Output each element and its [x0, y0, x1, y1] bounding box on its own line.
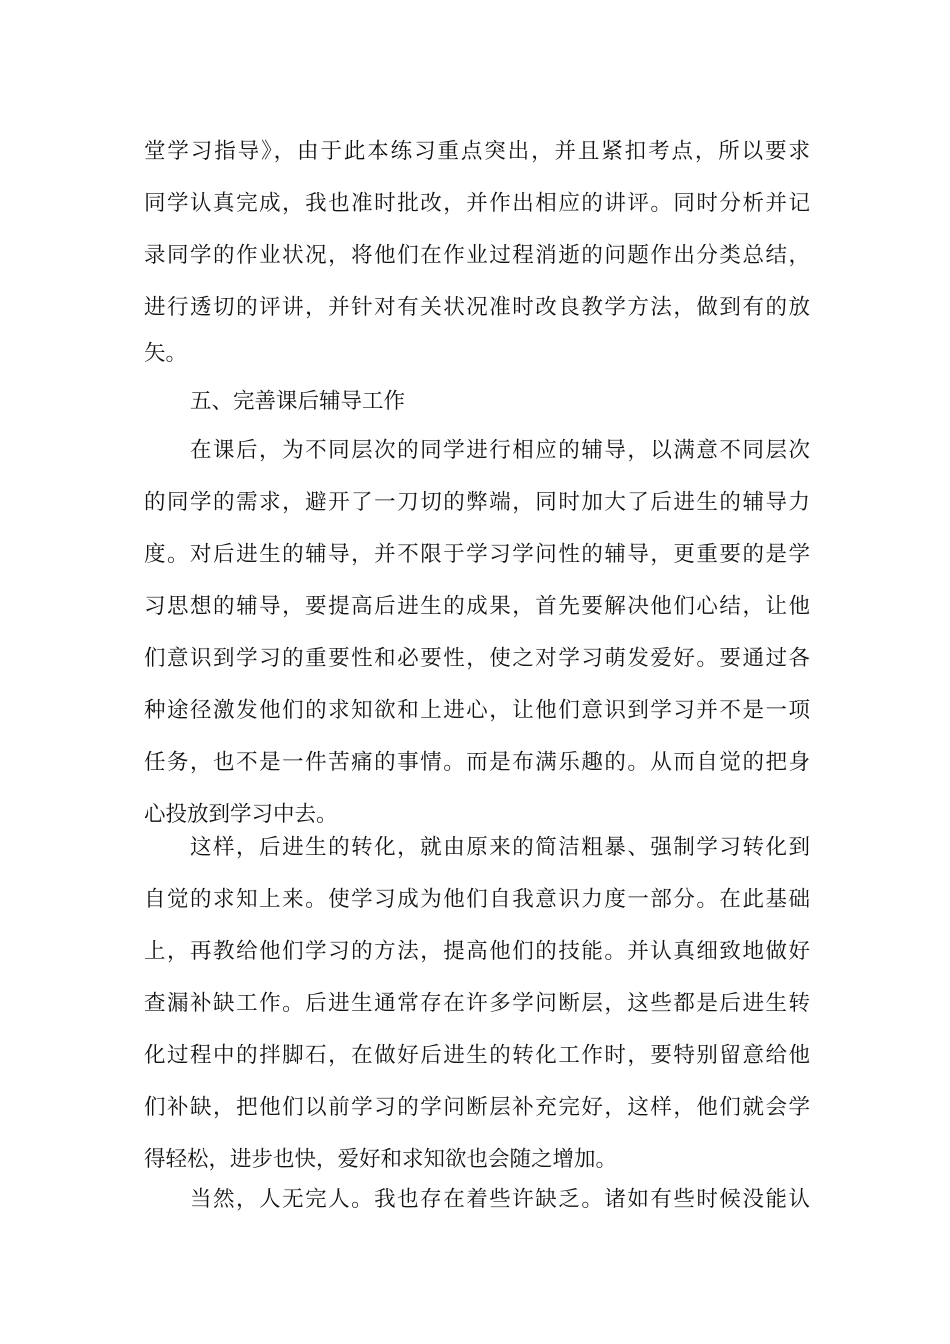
paragraph-line: 同学认真完成，我也准时批改，并作出相应的讲评。同时分析并记	[144, 191, 810, 216]
paragraph-line: 习思想的辅导，要提高后进生的成果，首先要解决他们心结，让他	[144, 594, 810, 619]
paragraph-line: 自觉的求知上来。使学习成为他们自我意识力度一部分。在此基础	[144, 887, 810, 912]
paragraph-line: 任务，也不是一件苦痛的事情。而是布满乐趣的。从而自觉的把身	[144, 750, 810, 775]
paragraph-line: 得轻松，进步也快，爱好和求知欲也会随之增加。	[144, 1147, 618, 1172]
paragraph-line: 查漏补缺工作。后进生通常存在许多学问断层，这些都是后进生转	[144, 991, 810, 1016]
paragraph-line: 堂学习指导》，由于此本练习重点突出，并且紧扣考点，所以要求	[144, 139, 810, 164]
paragraph-line: 度。对后进生的辅导，并不限于学习学问性的辅导，更重要的是学	[144, 542, 810, 567]
paragraph-line: 化过程中的拌脚石，在做好后进生的转化工作时，要特别留意给他	[144, 1043, 810, 1068]
section-heading: 五、完善课后辅导工作	[190, 389, 406, 414]
paragraph-line: 们意识到学习的重要性和必要性，使之对学习萌发爱好。要通过各	[144, 646, 810, 671]
paragraph-line: 进行透切的评讲，并针对有关状况准时改良教学方法，做到有的放	[144, 295, 810, 320]
paragraph-line: 当然，人无完人。我也存在着些许缺乏。诸如有些时候没能认	[190, 1187, 810, 1212]
paragraph-line: 矢。	[144, 341, 188, 366]
paragraph-line: 种途径激发他们的求知欲和上进心，让他们意识到学习并不是一项	[144, 698, 810, 723]
paragraph-line: 们补缺，把他们以前学习的学问断层补充完好，这样，他们就会学	[144, 1095, 810, 1120]
paragraph-line: 录同学的作业状况，将他们在作业过程消逝的问题作出分类总结，	[144, 243, 810, 268]
paragraph-line: 的同学的需求，避开了一刀切的弊端，同时加大了后进生的辅导力	[144, 490, 810, 515]
paragraph-line: 这样，后进生的转化，就由原来的简洁粗暴、强制学习转化到	[190, 835, 810, 860]
paragraph-line: 在课后，为不同层次的同学进行相应的辅导，以满意不同层次	[190, 438, 810, 463]
paragraph-line: 上，再教给他们学习的方法，提高他们的技能。并认真细致地做好	[144, 939, 810, 964]
paragraph-line: 心投放到学习中去。	[144, 802, 338, 827]
